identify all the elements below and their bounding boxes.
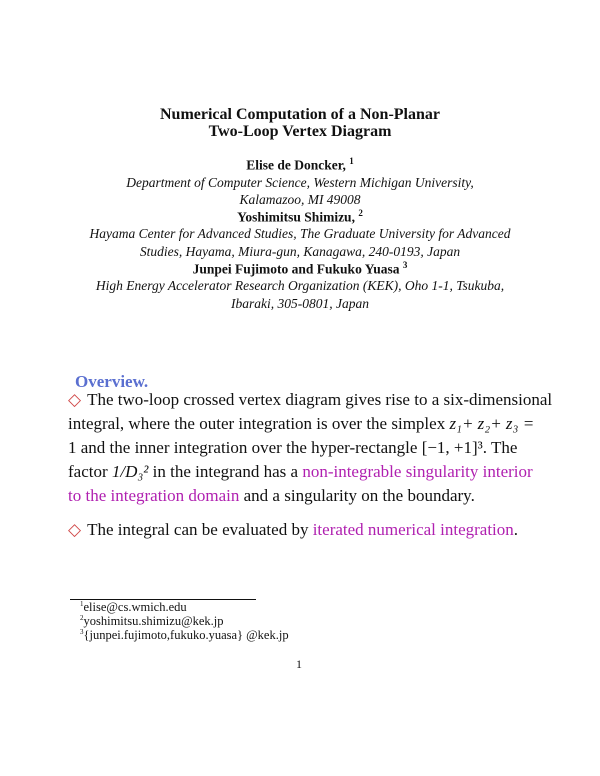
- title-line-2: Two-Loop Vertex Diagram: [208, 123, 392, 140]
- text: and the inner integration over the hyper-rectangle: [76, 438, 422, 457]
- footnote-mark: 1: [80, 600, 84, 608]
- text: and a singularity on the boundary.: [239, 486, 475, 505]
- affiliation-1-line-2: Kalamazoo, MI 49008: [239, 192, 361, 207]
- diamond-bullet-icon: ◇: [68, 390, 82, 409]
- footnote-mark: 2: [80, 614, 84, 622]
- author-mark: 1: [349, 156, 354, 166]
- math: 1: [68, 438, 77, 457]
- title-line-1: Numerical Computation of a Non-Planar: [160, 106, 440, 123]
- affiliation-1-line-1: Department of Computer Science, Western Michigan University,: [126, 175, 474, 190]
- author-name: Yoshimitsu Shimizu,: [237, 209, 355, 225]
- math: 1/D₃²: [111, 462, 149, 481]
- math: [−1, +1]³: [421, 438, 483, 457]
- math: z₁+ z₂+ z₃ =: [449, 414, 535, 433]
- text: factor: [68, 462, 112, 481]
- text: in the integrand has a: [148, 462, 303, 481]
- footnote-mark: 3: [80, 628, 84, 636]
- body-line: [68, 390, 552, 410]
- diamond-bullet-icon: ◇: [68, 520, 82, 539]
- body-line: [68, 462, 533, 482]
- author-2: [0, 208, 600, 226]
- page-number: 1: [296, 657, 302, 671]
- affiliation-3-line-1: High Energy Accelerator Research Organization (KEK), Oho 1-1, Tsukuba,: [95, 278, 505, 293]
- affiliation-3-line-2: Ibaraki, 305-0801, Japan: [231, 296, 369, 311]
- author-1: [0, 156, 600, 174]
- affiliation-2-line-2: Studies, Hayama, Miura-gun, Kanagawa, 240-0193, Japan: [139, 244, 461, 259]
- author-mark: 3: [402, 260, 408, 270]
- footnote-text: yoshimitsu.shimizu@kek.jp: [83, 614, 224, 629]
- body-line: [68, 438, 517, 458]
- author-name: Elise de Doncker,: [246, 157, 346, 173]
- section-heading: Overview.: [75, 372, 149, 391]
- body-line: [68, 414, 534, 434]
- footnote-text: elise@cs.wmich.edu: [83, 600, 187, 615]
- footnote-2: [80, 614, 223, 629]
- text: . The: [482, 438, 518, 457]
- text: integral, where the outer integration is over the simplex: [68, 414, 450, 433]
- body-line: [68, 486, 475, 506]
- author-name: Junpei Fujimoto and Fukuko Yuasa: [192, 261, 400, 277]
- highlight-text: non-integrable singularity interior: [302, 462, 533, 481]
- body-line: [68, 520, 518, 540]
- author-3: [0, 260, 600, 278]
- footnote-3: [80, 628, 289, 643]
- highlight-text: iterated numerical integration: [312, 520, 514, 539]
- affiliation-2-line-1: Hayama Center for Advanced Studies, The Graduate University for Advanced: [89, 226, 511, 241]
- text: The two-loop crossed vertex diagram gives rise to a six-dimensional: [87, 390, 553, 409]
- author-mark: 2: [358, 208, 363, 218]
- text: The integral can be evaluated by: [87, 520, 313, 539]
- highlight-text: to the integration domain: [68, 486, 240, 505]
- footnote-text: {junpei.fujimoto,fukuko.yuasa} @kek.jp: [83, 628, 289, 643]
- text: .: [513, 520, 519, 539]
- footnote-1: [80, 600, 187, 615]
